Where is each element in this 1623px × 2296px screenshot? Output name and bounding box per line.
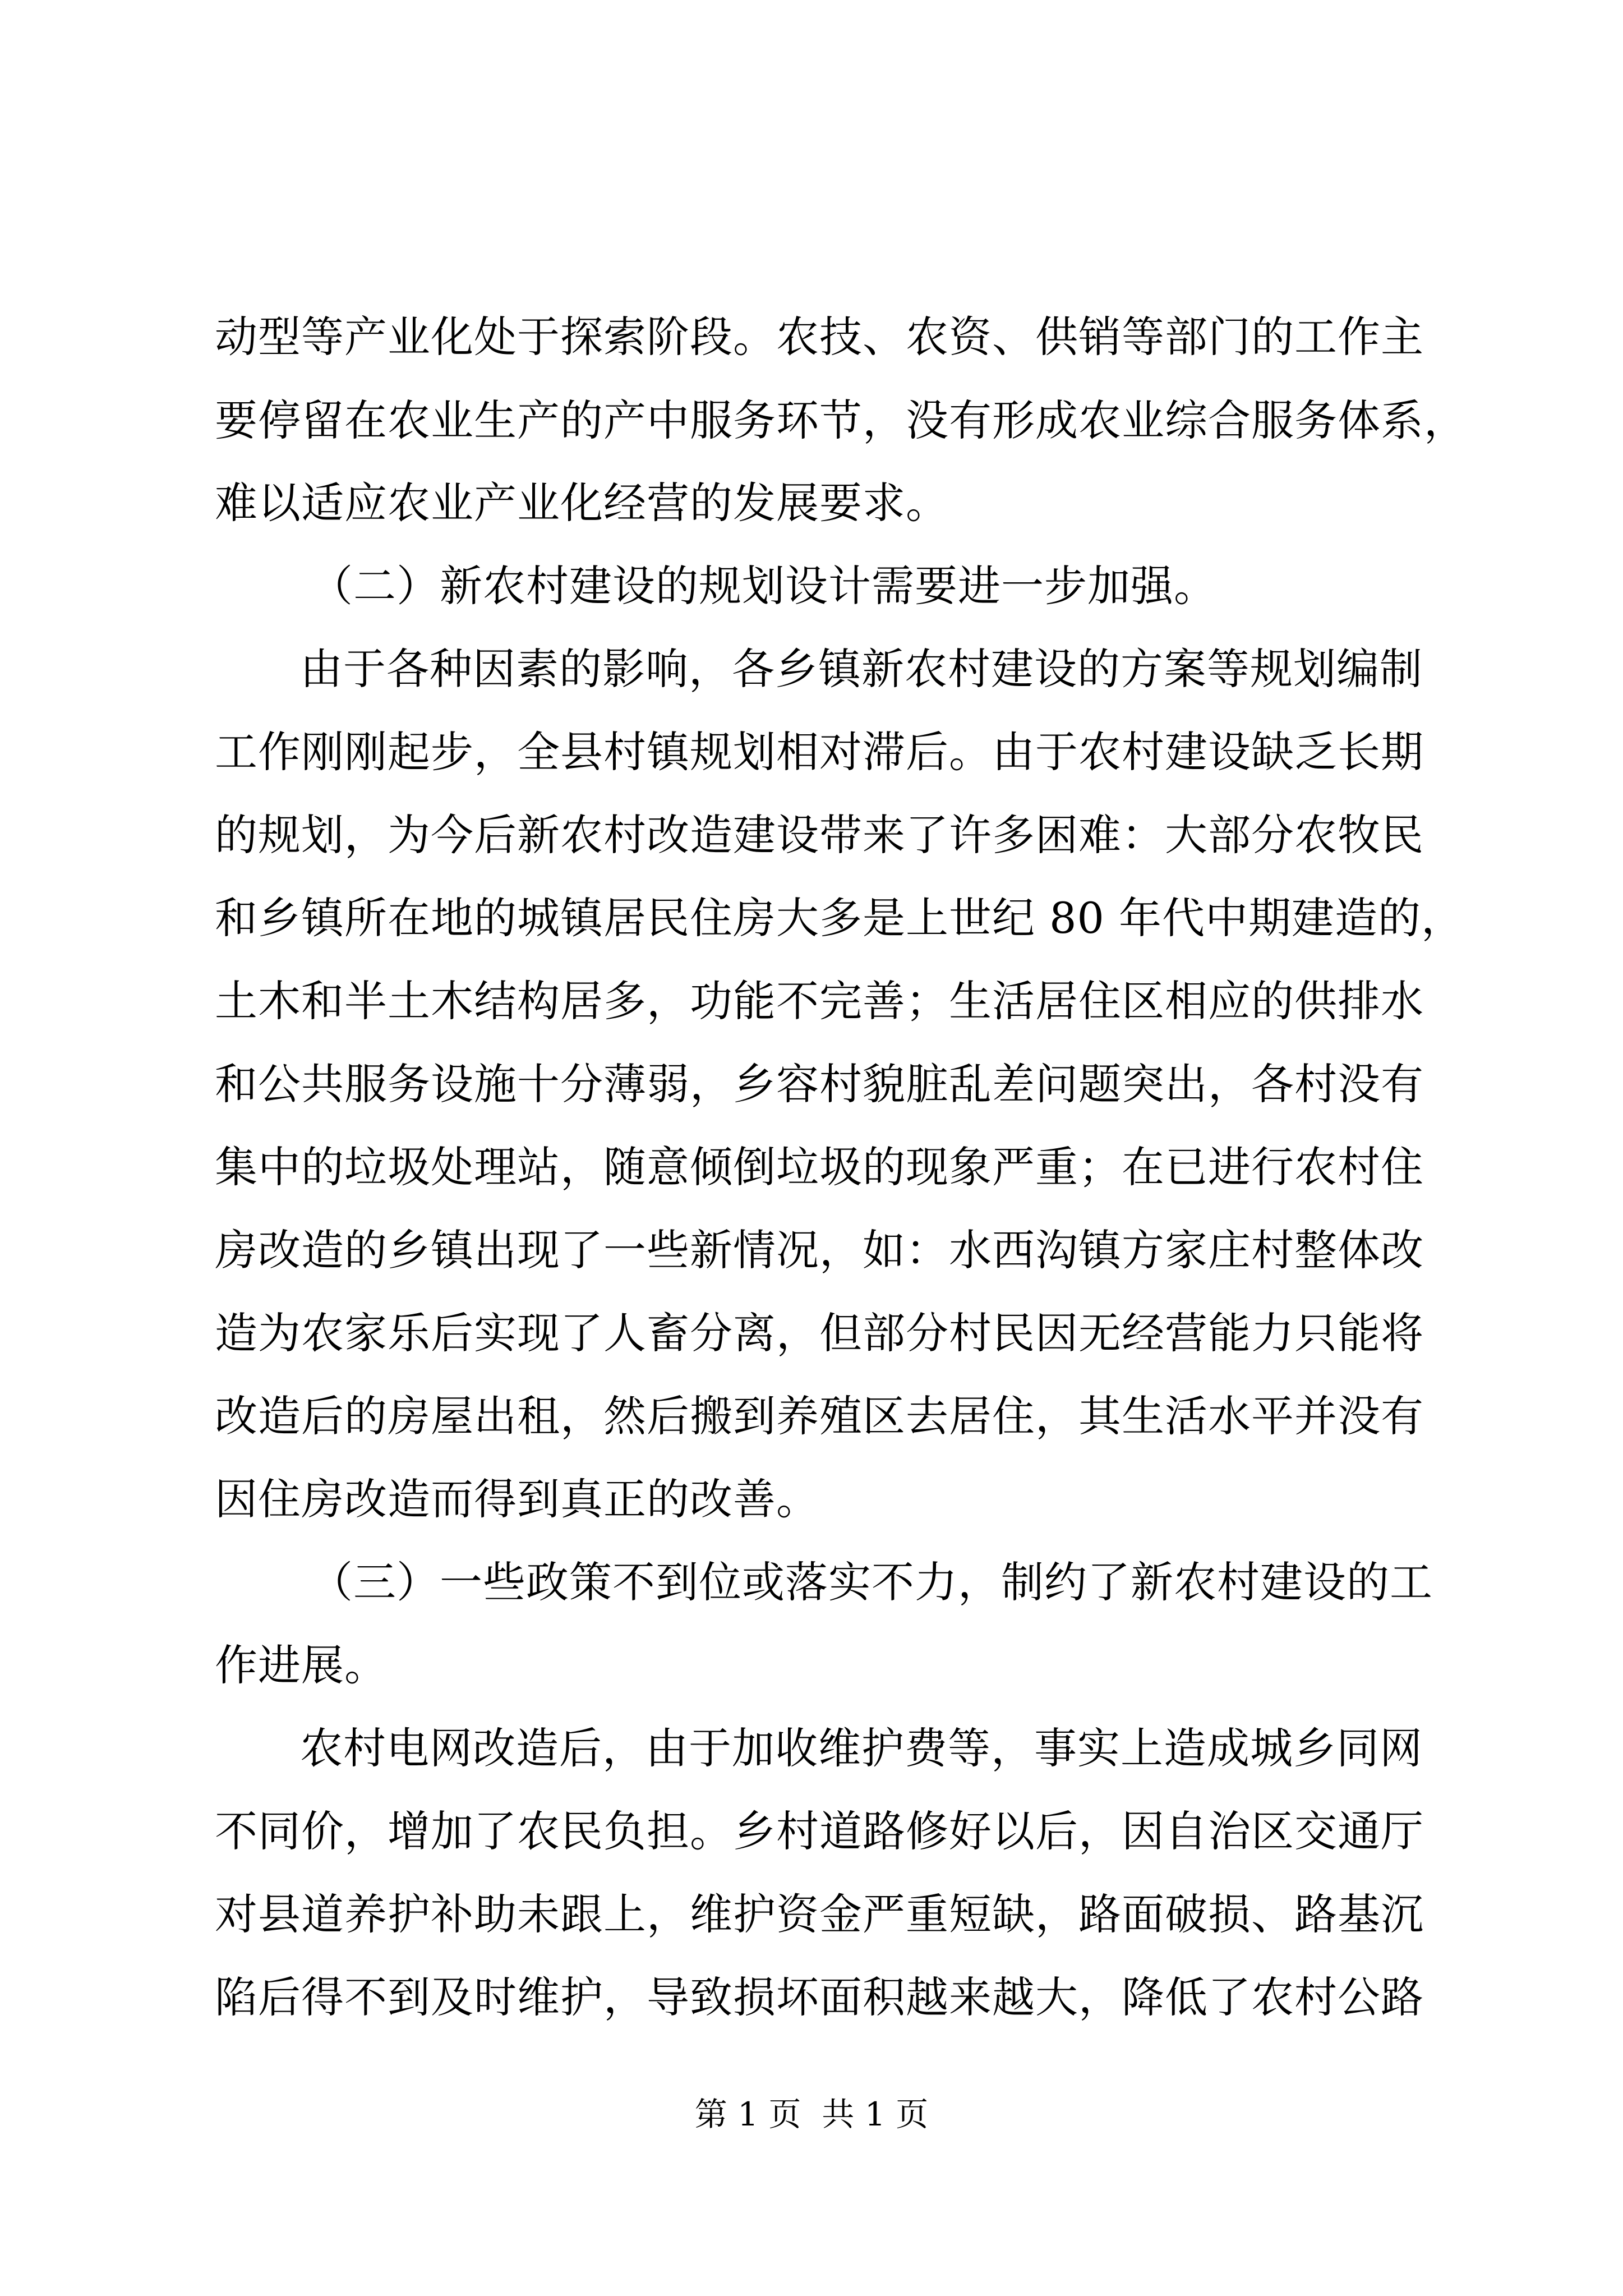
body-text-line: 由于各种因素的影响，各乡镇新农村建设的方案等规划编制 bbox=[300, 644, 1423, 694]
body-text-line: 动型等产业化处于探索阶段。农技、农资、供销等部门的工作主 bbox=[215, 312, 1424, 362]
body-text-line: 的规划，为今后新农村改造建设带来了许多困难：大部分农牧民 bbox=[215, 810, 1424, 860]
body-text-line: 难以适应农业产业化经营的发展要求。 bbox=[215, 478, 949, 528]
section-heading: （二）新农村建设的规划设计需要进一步加强。 bbox=[310, 561, 1217, 611]
body-text-line: 集中的垃圾处理站，随意倾倒垃圾的现象严重；在已进行农村住 bbox=[215, 1142, 1424, 1192]
body-text-line: 不同价，增加了农民负担。乡村道路修好以后，因自治区交通厅 bbox=[215, 1806, 1424, 1856]
body-text-line: 农村电网改造后，由于加收维护费等，事实上造成城乡同网 bbox=[300, 1723, 1423, 1773]
section-heading-continued: 作进展。 bbox=[215, 1640, 388, 1690]
section-heading: （三）一些政策不到位或落实不力，制约了新农村建设的工 bbox=[310, 1557, 1433, 1607]
body-text-line: 土木和半土木结构居多，功能不完善；生活居住区相应的供排水 bbox=[215, 976, 1424, 1026]
body-text-line: 对县道养护补助未跟上，维护资金严重短缺，路面破损、路基沉 bbox=[215, 1889, 1424, 1939]
page-footer: 第 1 页 共 1 页 bbox=[694, 2095, 929, 2133]
body-text-line: 房改造的乡镇出现了一些新情况，如：水西沟镇方家庄村整体改 bbox=[215, 1225, 1424, 1275]
body-text-line: 陷后得不到及时维护，导致损坏面积越来越大，降低了农村公路 bbox=[215, 1972, 1424, 2022]
body-text-line: 和公共服务设施十分薄弱，乡容村貌脏乱差问题突出，各村没有 bbox=[215, 1059, 1424, 1109]
body-text-line: 造为农家乐后实现了人畜分离，但部分村民因无经营能力只能将 bbox=[215, 1308, 1424, 1358]
body-text-line: 工作刚刚起步，全县村镇规划相对滞后。由于农村建设缺乏长期 bbox=[215, 727, 1424, 777]
body-text-line: 因住房改造而得到真正的改善。 bbox=[215, 1474, 819, 1524]
body-text-line: 和乡镇所在地的城镇居民住房大多是上世纪 80 年代中期建造的， bbox=[215, 893, 1465, 943]
body-text-line: 改造后的房屋出租，然后搬到养殖区去居住，其生活水平并没有 bbox=[215, 1391, 1424, 1441]
body-text-line: 要停留在农业生产的产中服务环节，没有形成农业综合服务体系， bbox=[215, 395, 1467, 445]
